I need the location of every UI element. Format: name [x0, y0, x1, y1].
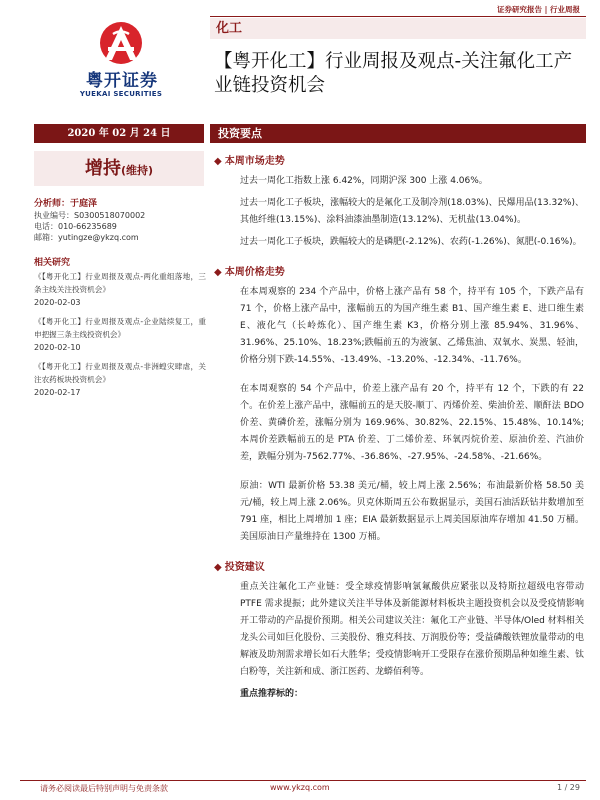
- spread-paragraph: 在本周观察的 54 个产品中，价差上涨产品有 20 个，持平有 12 个，下跌的有 22 个。在价差上涨产品中，涨幅前五的是天胶-顺丁、丙烯价差、柴油价差、顺酐法 BDO 价差、黄磷价差，涨幅分别为 169.96%、30.82%、22.15%、15.48%、10.14%;本周价差跌幅前五的是 PTA 价差、丁二烯价差、环氧丙烷价差、原油价差、汽油价差，跌幅分别为-7562.77%、-36.86%、-27.95%、-24.58%、-21.66%。: [240, 384, 584, 462]
- key-picks-label: 重点推荐标的：: [240, 689, 304, 699]
- analyst-info: [34, 210, 206, 243]
- analyst-phone: 电话：010-66235689: [34, 222, 117, 231]
- advice-paragraph: 重点关注氟化工产业链：受全球疫情影响氯氟酸供应紧张以及特斯拉超级电容带动 PTFE 需求提振；此外建议关注半导体及新能源材料板块主题投资机会以及受疫情影响开工带动的产品提价预期。相关公司建议关注：氟化工产业链、半导体/Oled 材料相关龙头公司如巨化股份、三美股份、雅克科技、万润股份等；受益磷酸铁锂放量带动的电解液及助剂需求增长如石大胜华；受疫情影响开工受限存在涨价预期品种如维生素、钛白粉等，关注新和成、浙江医药、龙蟒佰利等。: [240, 582, 584, 677]
- related-item-title[interactable]: 《【粤开化工】行业周报及观点-非洲蝗灾肆虐，关注农药板块投资机会》: [34, 362, 206, 384]
- analyst-name: 于庭泽: [70, 199, 98, 209]
- footer-disclaimer: 请务必阅读最后特别声明与免责条款: [40, 784, 168, 793]
- rating-badge: [34, 151, 204, 186]
- main-content: [216, 152, 586, 699]
- report-type-tag: 证券研究报告 | 行业周报: [497, 5, 580, 14]
- market-paragraph: 过去一周化工子板块，跌幅较大的是磷肥(-2.12%)、农药(-1.26%)、氮肥(-0.16%)。: [240, 237, 582, 247]
- diamond-bullet-icon: ◆: [214, 156, 222, 167]
- industry-category: 化工: [210, 18, 586, 39]
- header-rule: [210, 16, 586, 17]
- market-paragraph: 过去一周化工子板块，涨幅较大的是氟化工及制冷剂(18.03%)、民爆用品(13.32%)、其他纤维(13.15%)、涂料油漆油墨制造(13.12%)、无机盐(13.04%)。: [240, 198, 584, 225]
- crude-oil-paragraph: 原油：WTI 最新价格 53.38 美元/桶，较上周上涨 2.56%；布油最新价格 58.50 美元/桶，较上周上涨 2.06%。贝克休斯周五公布数据显示，美国石油活跃钻井数增加至 791 座，相比上周增加 1 座；EIA 最新数据显示上周美国原油库存增加 41.50 万桶。美国原油日产量维持在 1300 万桶。: [240, 481, 584, 542]
- report-title: 【粤开化工】行业周报及观点-关注氟化工产业链投资机会: [214, 51, 573, 96]
- price-paragraph: 在本周观察的 234 个产品中，价格上涨产品有 58 个，持平有 105 个，下跌产品有 71 个，价格上涨产品中，涨幅前五的为国产维生素 B1、国产维生素 E、进口维生素 E、液化气（长岭炼化）、国产维生素 K3，价格分别上涨 85.94%、31.96%、31.96%、25.10%、18.23%;跌幅前五的为液氯、乙烯焦油、双氧水、炭黑、轻油，价格分别下跌-14.55%、-13.49%、-13.20%、-12.34%、-11.76%。: [240, 287, 584, 365]
- diamond-bullet-icon: ◆: [214, 267, 222, 278]
- analyst-email[interactable]: 邮箱：yutingze@ykzq.com: [34, 233, 139, 242]
- page-number: 1 / 29: [556, 783, 580, 792]
- analyst-label: 分析师：: [34, 199, 71, 209]
- related-item-date: 2020-02-17: [34, 388, 81, 397]
- market-paragraph: 过去一周化工指数上涨 6.42%，同期沪深 300 上涨 4.06%。: [240, 176, 488, 186]
- yuekai-logo-icon: [91, 20, 151, 66]
- related-item-date: 2020-02-10: [34, 343, 81, 352]
- related-item-title[interactable]: 《【粤开化工】行业周报及观点-企业陆续复工，重申把握三条主线投资机会》: [34, 317, 206, 339]
- related-item-date: 2020-02-03: [34, 298, 81, 307]
- logo-name-en: YUEKAI SECURITIES: [79, 90, 163, 98]
- related-item-title[interactable]: 《【粤开化工】行业周报及观点-两化重组落地，三条主线关注投资机会》: [34, 272, 206, 294]
- rating-sub: (维持): [120, 164, 154, 177]
- investment-advice-heading: ◆ 投资建议: [214, 562, 265, 573]
- section-title: 投资要点: [210, 124, 586, 143]
- market-trend-heading: ◆ 本周市场走势: [214, 156, 285, 167]
- logo-name-cn: 粤开证券: [86, 71, 158, 91]
- analyst-reg: 执业编号：S0300518070002: [34, 211, 146, 220]
- company-logo: [66, 20, 176, 102]
- related-research-list: [34, 270, 206, 405]
- rating-main: 增持: [84, 158, 121, 179]
- footer-website[interactable]: www.ykzq.com: [270, 783, 330, 792]
- related-research-heading: 相关研究: [34, 258, 71, 268]
- report-date: 2020 年 02 月 24 日: [34, 124, 204, 143]
- diamond-bullet-icon: ◆: [214, 562, 222, 573]
- price-trend-heading: ◆ 本周价格走势: [214, 267, 285, 278]
- analyst-heading: [34, 196, 206, 209]
- footer-rule: [20, 780, 586, 781]
